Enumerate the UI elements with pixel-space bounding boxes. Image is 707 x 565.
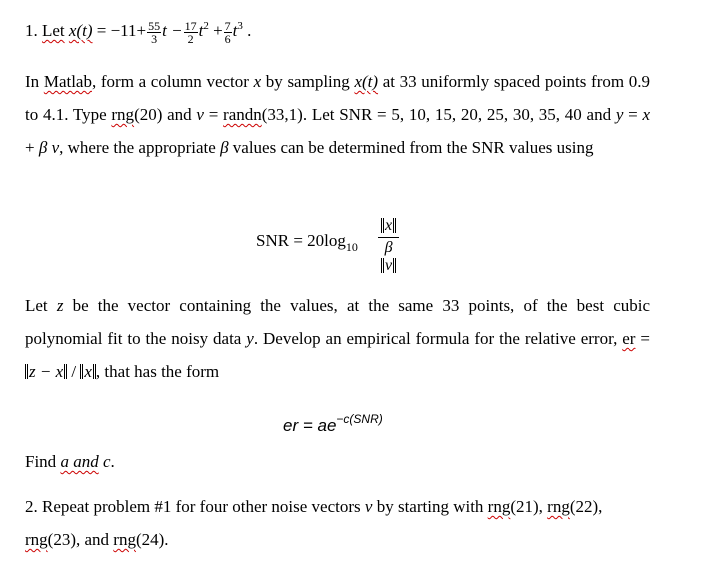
er-word: er <box>622 329 636 348</box>
text: Let <box>25 296 57 315</box>
norm-x: x <box>385 217 393 234</box>
denominator-beta: β <box>384 239 393 256</box>
term-t3: t <box>232 21 238 40</box>
paragraph-cubic-fit <box>25 289 650 388</box>
var-v: v <box>364 497 373 516</box>
problem2-paragraph <box>25 490 650 556</box>
paragraph-sampling <box>25 65 650 164</box>
error-equation <box>283 412 383 436</box>
text: (20) and <box>134 105 197 124</box>
outer-bar <box>80 364 96 379</box>
outer-bar <box>381 258 396 273</box>
outer-bar <box>25 364 67 379</box>
fraction-denominator: 2 <box>187 31 194 46</box>
log-subscript: 10 <box>345 240 358 254</box>
var-z: z <box>56 296 64 315</box>
equals-constant: = −11+ <box>92 21 147 40</box>
snr-numerator <box>378 217 399 238</box>
var-beta: β <box>38 138 48 157</box>
text: (22), <box>569 497 603 516</box>
problem-number: 1. <box>25 21 38 40</box>
text: at 33 uniformly spaced points from 0.9 to 4.1. Type <box>25 72 650 124</box>
fraction-denominator: 3 <box>151 31 158 46</box>
var-c: c <box>102 452 111 471</box>
text: . Develop an empirical formula for the relative error, <box>253 329 623 348</box>
var-y: y <box>246 329 254 348</box>
norm-bars <box>381 217 396 235</box>
error-equation-lhs: er = ae <box>283 416 337 435</box>
text: , form a column vector <box>91 72 254 91</box>
text: , that has the form <box>95 362 220 381</box>
fraction-55-3 <box>147 20 161 45</box>
plus-sign: + <box>208 21 223 40</box>
randn-word: randn <box>223 105 262 124</box>
text: (24). <box>135 530 169 549</box>
text: + <box>25 138 39 157</box>
text: by sampling <box>261 72 355 91</box>
text: In <box>25 72 44 91</box>
norm-x: x <box>84 362 92 381</box>
matlab-word: Matlab <box>43 72 92 91</box>
var-v: v <box>196 105 204 124</box>
rng-word: rng <box>547 497 570 516</box>
text: = <box>203 105 224 124</box>
outer-bar <box>381 218 396 233</box>
text: . <box>110 452 115 471</box>
text: be the vector containing the values, at the same 33 points, of the best cubic polynomial fit to the noisy data <box>25 296 651 348</box>
var-x: x <box>253 72 262 91</box>
period: . <box>242 21 252 40</box>
text: 2. Repeat problem #1 for four other noise vectors <box>25 497 365 516</box>
fraction-numerator: 7 <box>224 18 231 33</box>
text: (33,1). Let SNR = 5, 10, 15, 20, 25, 30, 35, 40 and <box>261 105 616 124</box>
x-of-t: x(t) <box>68 21 93 40</box>
norm-z-minus-x: z − x <box>29 362 64 381</box>
exponent-2: 2 <box>203 20 209 32</box>
rng-word: rng <box>25 530 48 549</box>
snr-lhs-text: SNR = 20log <box>256 231 346 250</box>
text: = <box>635 329 650 348</box>
norm-v: v <box>385 257 393 274</box>
snr-denominator <box>378 238 399 275</box>
text: (23), and <box>47 530 114 549</box>
text: = <box>623 105 643 124</box>
text: by starting with <box>372 497 488 516</box>
slash: / <box>67 362 81 381</box>
rng-word: rng <box>111 105 135 124</box>
snr-lhs <box>256 231 358 255</box>
var-v: v <box>51 138 60 157</box>
fraction-17-2 <box>184 20 198 45</box>
error-exponent: −c(SNR) <box>336 412 383 426</box>
text: (21), <box>510 497 548 516</box>
var-x-of-t: x(t) <box>354 72 379 91</box>
fraction-numerator: 55 <box>148 18 161 33</box>
problem1-heading <box>25 12 251 45</box>
text: values can be determined from the SNR values using <box>228 138 594 157</box>
var-beta: β <box>220 138 229 157</box>
text: Find <box>25 452 61 471</box>
var-y: y <box>615 105 624 124</box>
a-and-words: a and <box>60 452 99 471</box>
find-line <box>25 452 115 472</box>
exponent-3: 3 <box>237 20 243 32</box>
text: , where the appropriate <box>59 138 221 157</box>
fraction-numerator: 17 <box>184 18 197 33</box>
snr-fraction <box>378 217 399 275</box>
term-t2: t <box>198 21 204 40</box>
term-t1: t − <box>162 21 183 40</box>
rng-word: rng <box>487 497 511 516</box>
var-x: x <box>642 105 650 124</box>
rng-word: rng <box>113 530 136 549</box>
fraction-denominator: 6 <box>224 31 231 46</box>
let-word: Let <box>42 21 65 40</box>
fraction-7-6 <box>224 20 232 45</box>
